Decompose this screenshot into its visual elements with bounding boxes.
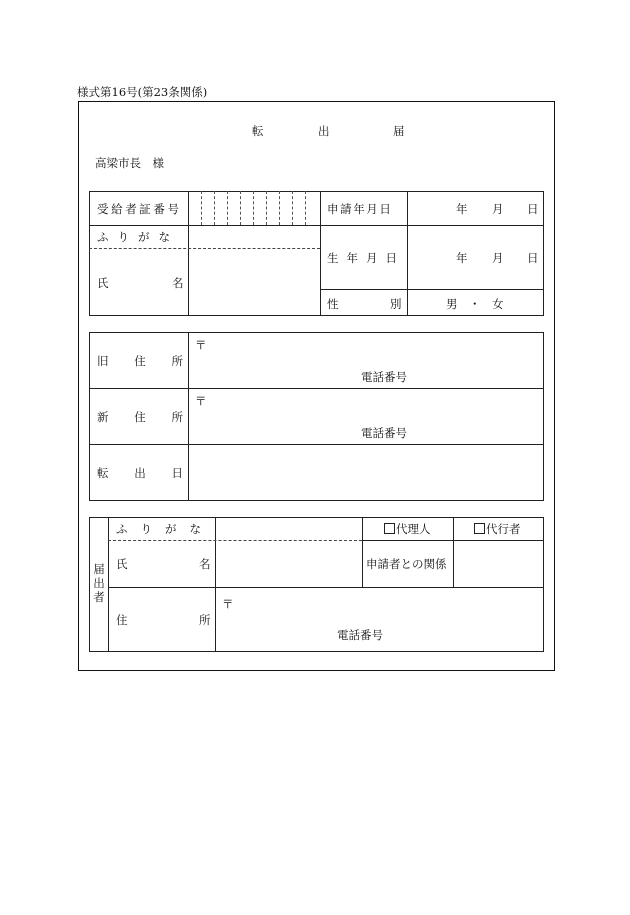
furigana-label: ふりがな (97, 230, 179, 244)
phone-label-new: 電話番号 (361, 426, 407, 440)
postal-mark-old: 〒 (195, 338, 207, 352)
moveout-date-label: 転 出 日 (97, 466, 183, 480)
app-date-day: 日 (527, 202, 539, 216)
gender-label-1: 性 (327, 297, 339, 311)
app-date-month: 月 (492, 202, 504, 216)
notifier-address-label-2: 所 (199, 613, 211, 627)
name-field[interactable] (189, 249, 320, 315)
new-address-field[interactable] (189, 389, 544, 444)
phone-label-old: 電話番号 (361, 370, 407, 384)
checkbox-icon (384, 523, 395, 534)
name-label-2: 名 (172, 276, 184, 290)
addressee: 高梁市長 様 (95, 156, 164, 170)
old-address-label: 旧 住 所 (97, 354, 183, 368)
notifier-label-2: 出 (93, 576, 105, 590)
app-date-year: 年 (456, 202, 468, 216)
title-char-2: 出 (318, 124, 330, 138)
notifier-address-label-1: 住 (116, 613, 128, 627)
birth-date-day: 日 (527, 251, 539, 265)
birth-date-year: 年 (456, 251, 468, 265)
gender-options[interactable]: 男 ・ 女 (446, 297, 504, 311)
notifier-name-label-2: 名 (199, 557, 211, 571)
notifier-label-3: 者 (93, 590, 105, 604)
birth-date-label: 生年月日 (327, 251, 405, 265)
application-date-field[interactable] (408, 192, 544, 225)
relation-field[interactable] (454, 541, 544, 587)
postal-mark-notifier: 〒 (222, 597, 234, 611)
application-date-label: 申請年月日 (327, 202, 393, 216)
name-label-1: 氏 (97, 276, 109, 290)
furigana-field[interactable] (189, 226, 320, 248)
form-number-label: 様式第16号(第23条関係) (77, 85, 208, 99)
notifier-address-field[interactable] (216, 588, 544, 651)
postal-mark-new: 〒 (195, 394, 207, 408)
old-address-field[interactable] (189, 333, 544, 388)
notifier-label-1: 届 (93, 562, 105, 576)
proxy-label: 代理人 (396, 522, 431, 536)
gender-label-2: 別 (390, 297, 402, 311)
new-address-label: 新 住 所 (97, 410, 183, 424)
cert-number-label: 受給者証番号 (97, 202, 182, 216)
phone-label-notifier: 電話番号 (337, 628, 383, 642)
birth-date-month: 月 (492, 251, 504, 265)
agent-checkbox[interactable] (474, 522, 521, 536)
notifier-name-field[interactable] (216, 541, 362, 587)
checkbox-icon (474, 523, 485, 534)
birth-date-field[interactable] (408, 226, 544, 289)
notifier-furigana-field[interactable] (216, 518, 362, 540)
notifier-name-label-1: 氏 (116, 557, 128, 571)
notifier-furigana-label: ふりがな (116, 522, 214, 536)
relation-label: 申請者との関係 (366, 557, 447, 571)
moveout-date-field[interactable] (189, 445, 544, 500)
title-char-1: 転 (252, 124, 264, 138)
proxy-checkbox[interactable] (384, 522, 431, 536)
title-char-3: 届 (393, 124, 405, 138)
cert-number-field[interactable] (189, 192, 320, 225)
agent-label: 代行者 (486, 522, 521, 536)
